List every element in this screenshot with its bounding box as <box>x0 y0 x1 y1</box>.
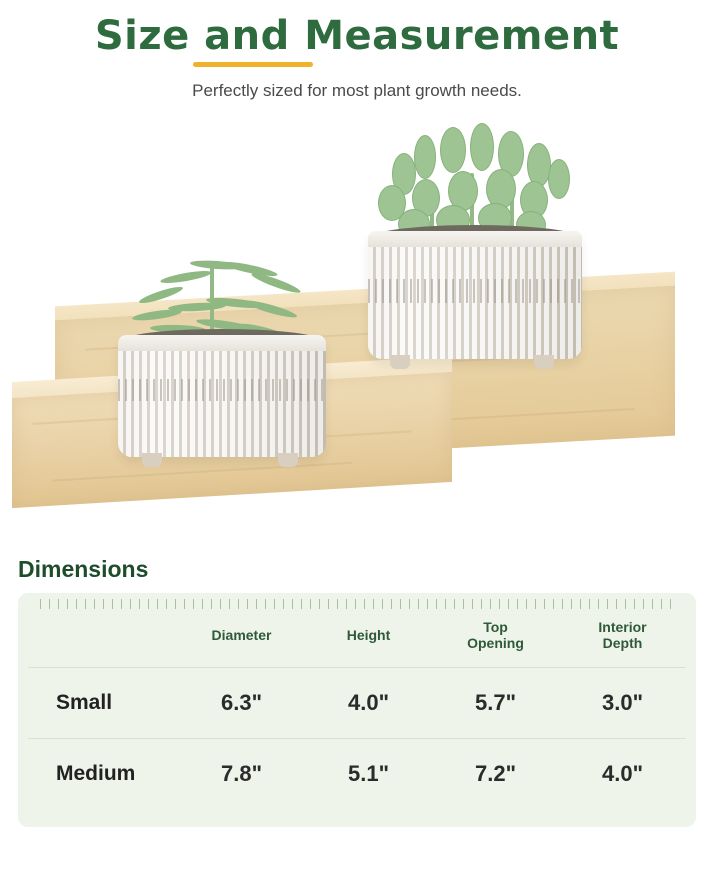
interior-depth-line-1: Interior <box>598 619 647 635</box>
row-label-small: Small <box>28 668 178 739</box>
medium-diameter-value: 7.8" <box>178 739 305 810</box>
column-header-interior-depth <box>559 609 686 668</box>
dimensions-card <box>18 593 696 827</box>
page-header <box>0 0 714 101</box>
page-title: Size and Measurement <box>94 13 620 59</box>
small-top-opening-value: 5.7" <box>432 668 559 739</box>
small-height-value: 4.0" <box>305 668 432 739</box>
column-header-diameter: Diameter <box>211 627 272 644</box>
top-opening-line-2: Opening <box>467 635 524 652</box>
medium-top-opening-value: 7.2" <box>432 739 559 810</box>
medium-height-value: 5.1" <box>305 739 432 810</box>
small-pot-foot-right <box>278 453 298 467</box>
table-row <box>28 739 686 810</box>
top-opening-line-1: Top <box>483 619 508 635</box>
table-header-row <box>28 609 686 668</box>
small-pot-body <box>118 335 326 457</box>
medium-pot-foot-right <box>534 355 554 369</box>
medium-pot-foot-left <box>390 355 410 369</box>
row-label-medium: Medium <box>28 739 178 810</box>
medium-interior-depth-value: 4.0" <box>559 739 686 810</box>
dimensions-table <box>28 609 686 809</box>
interior-depth-line-2: Depth <box>602 635 643 652</box>
small-diameter-value: 6.3" <box>178 668 305 739</box>
small-interior-depth-value: 3.0" <box>559 668 686 739</box>
dimensions-section <box>0 556 714 827</box>
medium-pot-body <box>368 231 582 359</box>
product-hero-image <box>0 113 714 543</box>
column-header-top-opening <box>432 609 559 668</box>
column-header-height: Height <box>346 627 391 644</box>
ruler-decoration <box>40 593 674 609</box>
title-underline-accent <box>193 62 313 67</box>
page-subtitle: Perfectly sized for most plant growth needs. <box>192 81 522 100</box>
column-header-blank <box>28 609 178 668</box>
dimensions-heading: Dimensions <box>18 556 149 582</box>
table-row <box>28 668 686 739</box>
small-pot-foot-left <box>142 453 162 467</box>
